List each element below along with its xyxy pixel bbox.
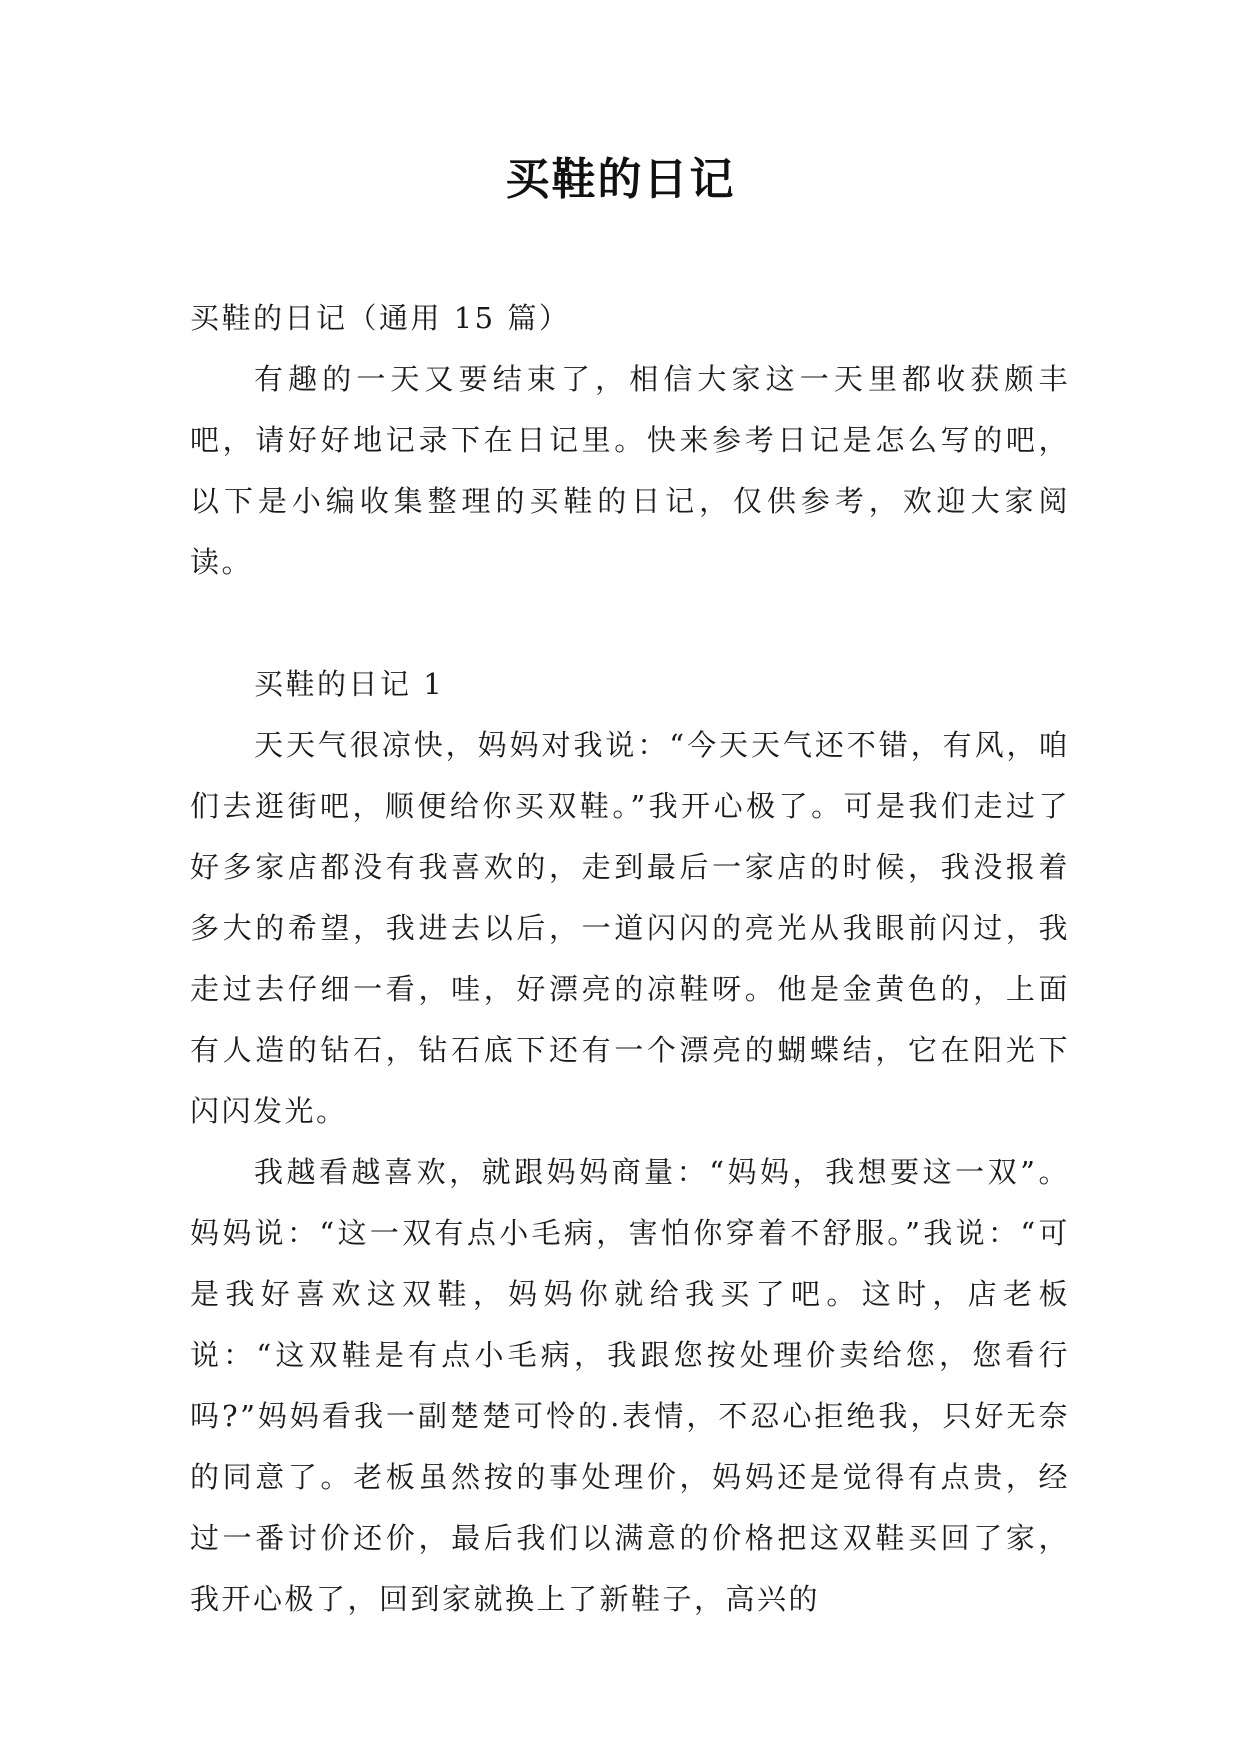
section-heading: 买鞋的日记 1 <box>254 667 445 701</box>
document-subtitle: 买鞋的日记（通用 15 篇） <box>190 301 571 335</box>
document-title: 买鞋的日记 <box>505 154 736 205</box>
body-paragraph: 天天气很凉快，妈妈对我说：“今天天气还不错，有风，咱们去逛街吧，顺便给你买双鞋。”我开心极了。可是我们走过了好多家店都没有我喜欢的，走到最后一家店的时候，我没报着多大的希望，我进去以后，一道闪闪的亮光从我眼前闪过，我走过去仔细一看，哇，好漂亮的凉鞋呀。他是金黄色的，上面有人造的钻石，钻石底下还有一个漂亮的蝴蝶结，它在阳光下闪闪发光。 <box>190 728 1070 1128</box>
intro-paragraph: 有趣的一天又要结束了，相信大家这一天里都收获颇丰吧，请好好地记录下在日记里。快来参考日记是怎么写的吧，以下是小编收集整理的买鞋的日记，仅供参考，欢迎大家阅读。 <box>190 362 1070 579</box>
paragraph-spacer <box>190 593 1070 654</box>
body-paragraph: 我越看越喜欢，就跟妈妈商量：“妈妈，我想要这一双”。妈妈说：“这一双有点小毛病，害怕你穿着不舒服。”我说：“可是我好喜欢这双鞋，妈妈你就给我买了吧。这时，店老板说：“这双鞋是有点小毛病，我跟您按处理价卖给您，您看行吗?”妈妈看我一副楚楚可怜的.表情，不忍心拒绝我，只好无奈的同意了。老板虽然按的事处理价，妈妈还是觉得有点贵，经过一番讨价还价，最后我们以满意的价格把这双鞋买回了家，我开心极了，回到家就换上了新鞋子，高兴的 <box>190 1155 1070 1616</box>
document-body <box>190 288 1070 1630</box>
